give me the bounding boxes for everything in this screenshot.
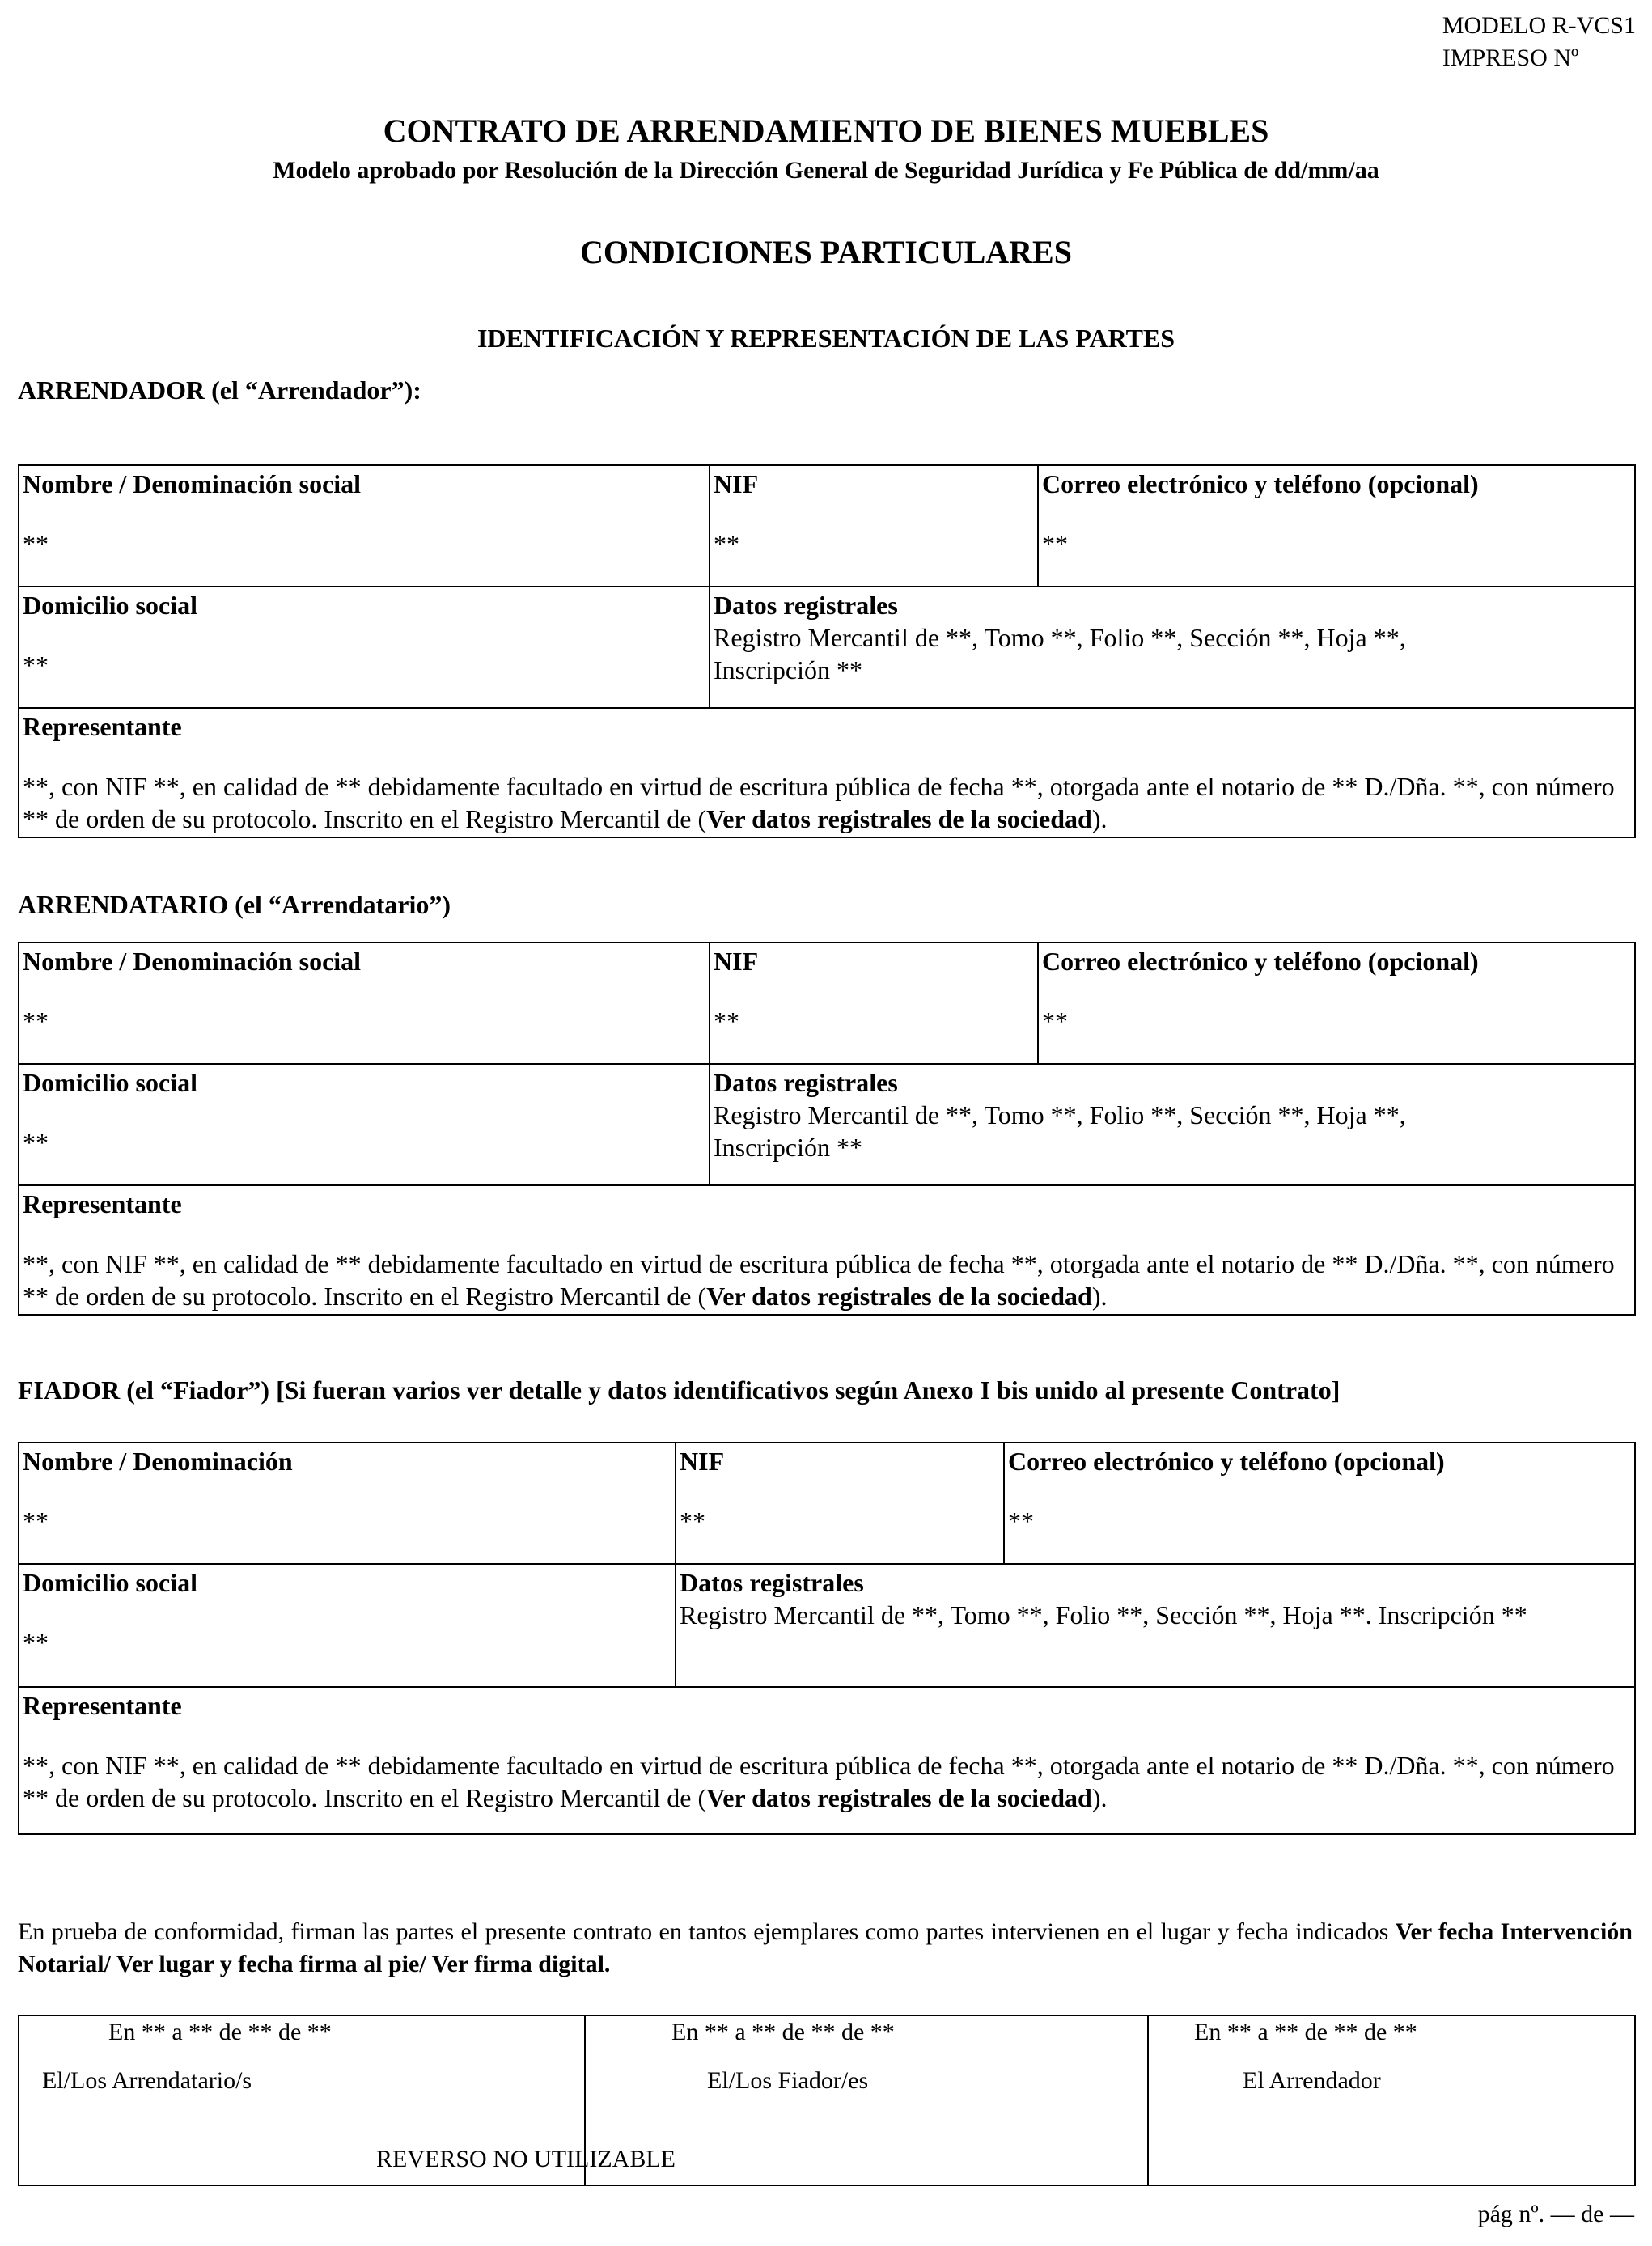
representative-label: Representante [23,712,182,741]
fiador-registry-cell [676,1564,1635,1687]
closing-bold: Ver fecha Intervención Notarial/ Ver lugar y fecha firma al pie/ Ver firma digital. [18,1918,1633,1977]
arrendador-representative-cell [19,708,1635,837]
nif-value: ** [714,1006,739,1036]
representative-bold: Ver datos registrales de la sociedad [706,804,1092,833]
registry-value: Registro Mercantil de **, Tomo **, Folio **, Sección **, Hoja **. Inscripción ** [680,1600,1527,1629]
impreso-label: IMPRESO Nº [1442,44,1579,71]
representative-body: **, con NIF **, en calidad de ** debidamente facultado en virtud de escritura pública de fecha **, otorgada ante el notario de ** D./Dña. **, con número ** de orden de su protocolo. Inscrito en el Registro Mercantil de ( [23,1249,1615,1311]
fiador-contact-cell [1004,1443,1635,1564]
address-label: Domicilio social [23,1068,197,1097]
arrendatario-registry-cell [710,1064,1635,1185]
registry-label: Datos registrales [714,1068,898,1097]
arrendatario-table [18,942,1636,1316]
arrendatario-address-cell [19,1064,710,1185]
fiador-address-cell [19,1564,676,1687]
document-subtitle: Modelo aprobado por Resolución de la Dirección General de Seguridad Jurídica y Fe Pública de dd/mm/aa [273,157,1379,184]
nif-label: NIF [714,947,759,976]
name-label: Nombre / Denominación [23,1447,293,1476]
signature-cell-arrendador [1148,2015,1635,2185]
representative-end: ). [1091,1783,1108,1812]
representative-text [23,770,1631,835]
contact-value: ** [1042,529,1068,558]
contact-label: Correo electrónico y teléfono (opcional) [1042,469,1479,498]
name-value: ** [23,529,49,558]
fiador-nif-cell [676,1443,1004,1564]
name-value: ** [23,1006,49,1036]
signature-role: El Arrendador [1243,2067,1381,2094]
address-label: Domicilio social [23,1568,197,1597]
conditions-heading: CONDICIONES PARTICULARES [580,234,1072,270]
arrendador-registry-cell [710,587,1635,708]
fiador-representative-cell [19,1687,1635,1834]
arrendador-nif-cell [710,465,1038,587]
fiador-name-cell [19,1443,676,1564]
representative-bold: Ver datos registrales de la sociedad [706,1282,1092,1311]
closing-statement [18,1916,1633,1981]
reverso-notice: REVERSO NO UTILIZABLE [376,2146,676,2172]
representative-end: ). [1091,1282,1108,1311]
signature-date: En ** a ** de ** de ** [671,2019,895,2045]
representative-text [23,1248,1631,1312]
arrendatario-contact-cell [1038,943,1635,1064]
arrendador-table [18,464,1636,838]
parties-heading: IDENTIFICACIÓN Y REPRESENTACIÓN DE LAS PARTES [477,324,1175,353]
address-label: Domicilio social [23,591,197,620]
address-value: ** [23,1128,49,1157]
registry-label: Datos registrales [680,1568,864,1597]
representative-body: **, con NIF **, en calidad de ** debidamente facultado en virtud de escritura pública de fecha **, otorgada ante el notario de ** D./Dña. **, con número ** de orden de su protocolo. Inscrito en el Registro Mercantil de ( [23,1751,1615,1812]
contact-value: ** [1042,1006,1068,1036]
signature-date: En ** a ** de ** de ** [1194,2019,1417,2045]
address-value: ** [23,1628,49,1657]
document-title: CONTRATO DE ARRENDAMIENTO DE BIENES MUEBLES [383,112,1269,149]
signature-role: El/Los Arrendatario/s [42,2067,252,2094]
representative-label: Representante [23,1691,182,1720]
arrendador-name-cell [19,465,710,587]
contact-label: Correo electrónico y teléfono (opcional) [1042,947,1479,976]
representative-end: ). [1091,804,1108,833]
arrendatario-nif-cell [710,943,1038,1064]
page-number: pág nº. — de — [1477,2201,1634,2227]
fiador-table [18,1442,1636,1835]
representative-bold: Ver datos registrales de la sociedad [706,1783,1092,1812]
contact-value: ** [1008,1507,1034,1536]
nif-label: NIF [680,1447,725,1476]
model-label: MODELO R-VCS1 [1442,12,1636,39]
arrendatario-section-label: ARRENDATARIO (el “Arrendatario”) [18,890,451,919]
nif-value: ** [680,1507,705,1536]
nif-value: ** [714,529,739,558]
model-code [1442,10,1636,74]
arrendador-address-cell [19,587,710,708]
signature-role: El/Los Fiador/es [707,2067,869,2094]
name-value: ** [23,1507,49,1536]
arrendador-section-label: ARRENDADOR (el “Arrendador”): [18,375,421,405]
address-value: ** [23,650,49,680]
arrendador-contact-cell [1038,465,1635,587]
registry-value: Registro Mercantil de **, Tomo **, Folio **, Sección **, Hoja **, Inscripción ** [714,623,1406,684]
signature-date: En ** a ** de ** de ** [108,2019,332,2045]
representative-body: **, con NIF **, en calidad de ** debidamente facultado en virtud de escritura pública de fecha **, otorgada ante el notario de ** D./Dña. **, con número ** de orden de su protocolo. Inscrito en el Registro Mercantil de ( [23,772,1615,833]
fiador-section-label: FIADOR (el “Fiador”) [Si fueran varios ver detalle y datos identificativos según Anexo I bis unido al presente Contrato] [18,1375,1341,1405]
name-label: Nombre / Denominación social [23,947,362,976]
registry-label: Datos registrales [714,591,898,620]
contact-label: Correo electrónico y teléfono (opcional) [1008,1447,1445,1476]
representative-text [23,1749,1631,1814]
nif-label: NIF [714,469,759,498]
name-label: Nombre / Denominación social [23,469,362,498]
arrendatario-name-cell [19,943,710,1064]
representative-label: Representante [23,1189,182,1218]
arrendatario-representative-cell [19,1185,1635,1315]
closing-text: En prueba de conformidad, firman las partes el presente contrato en tantos ejemplares como partes intervienen en el lugar y fecha indicados [18,1918,1396,1945]
registry-value: Registro Mercantil de **, Tomo **, Folio **, Sección **, Hoja **, Inscripción ** [714,1100,1406,1162]
